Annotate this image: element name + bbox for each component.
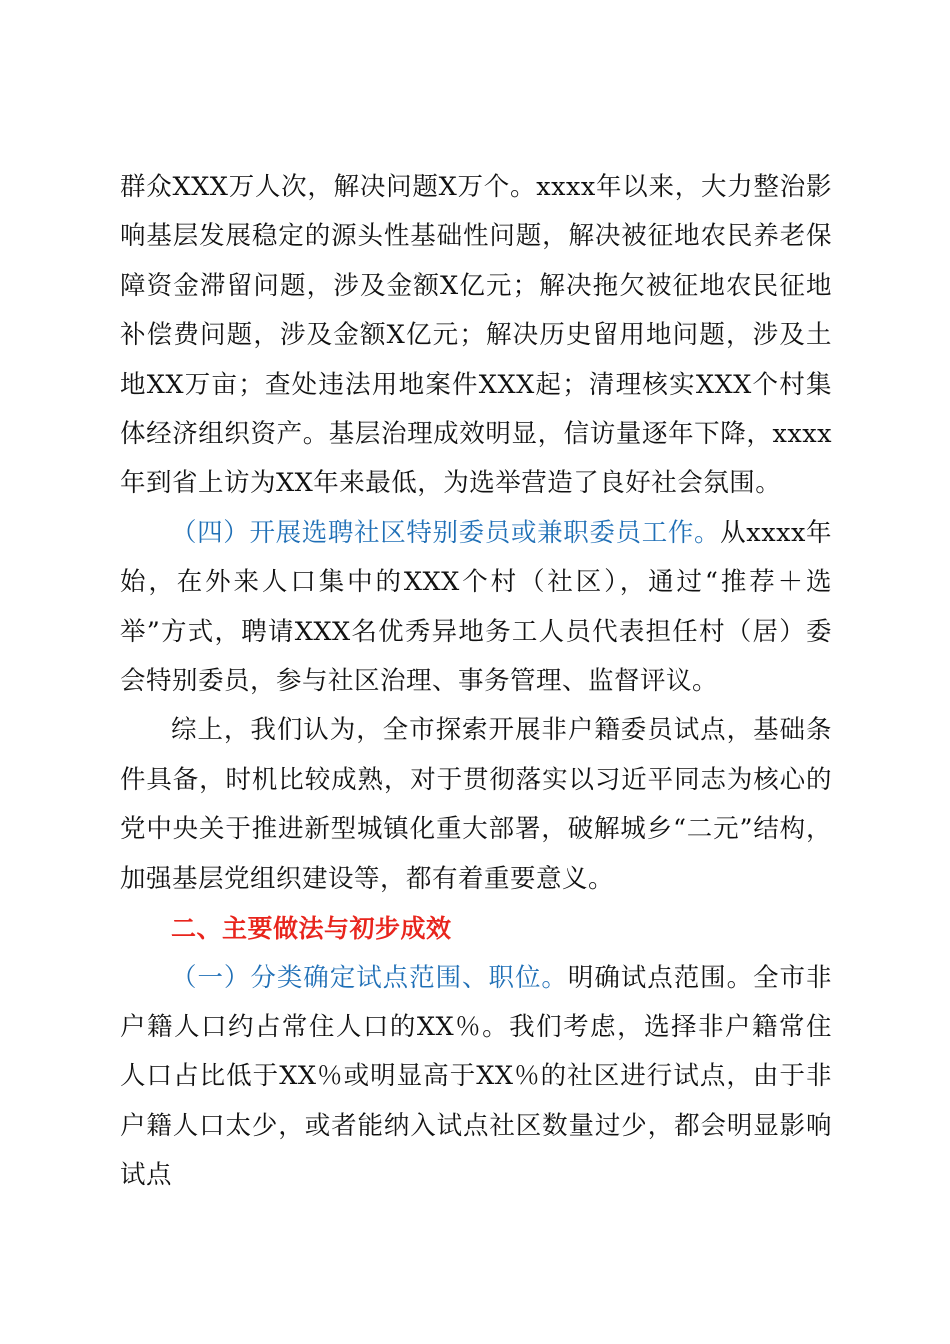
subheading-pilot-scope: （一）分类确定试点范围、职位。 bbox=[171, 962, 568, 993]
paragraph-summary: 综上，我们认为，全市探索开展非户籍委员试点，基础条件具备，时机比较成熟，对于贯彻落实以习近平同志为核心的党中央关于推进新型城镇化重大部署，破解城乡“二元”结构，加强基层党组织建设等，都有着重要意义。 bbox=[120, 715, 832, 894]
paragraph-grassroots-results: 群众XXX万人次，解决问题X万个。xxxx年以来，大力整治影响基层发展稳定的源头性基础性问题，解决被征地农民养老保障资金滞留问题，涉及金额X亿元；解决拖欠被征地农民征地补偿费问题，涉及金额X亿元；解决历史留用地问题，涉及土地XX万亩；查处违法用地案件XXX起；清理核实XXX个村集体经济组织资产。基层治理成效明显，信访量逐年下降，xxxx年到省上访为XX年来最低，为选举营造了良好社会氛围。 bbox=[120, 172, 832, 499]
paragraph-special-members bbox=[120, 509, 832, 707]
section-heading-main-practices: 二、主要做法与初步成效 bbox=[171, 914, 452, 944]
document-page bbox=[120, 163, 832, 1201]
subheading-special-members: （四）开展选聘社区特别委员或兼职委员工作。 bbox=[171, 517, 721, 548]
paragraph-pilot-scope bbox=[120, 954, 832, 1201]
paragraph-pilot-scope-body: 明确试点范围。全市非户籍人口约占常住人口的XX％。我们考虑，选择非户籍常住人口占比低于XX％或明显高于XX％的社区进行试点，由于非户籍人口太少，或者能纳入试点社区数量过少，都会明显影响试点 bbox=[120, 962, 832, 1191]
paragraph-special-members-body: 从xxxx年始，在外来人口集中的XXX个村（社区），通过“推荐＋选举”方式，聘请XXX名优秀异地务工人员代表担任村（居）委会特别委员，参与社区治理、事务管理、监督评议。 bbox=[120, 517, 832, 697]
